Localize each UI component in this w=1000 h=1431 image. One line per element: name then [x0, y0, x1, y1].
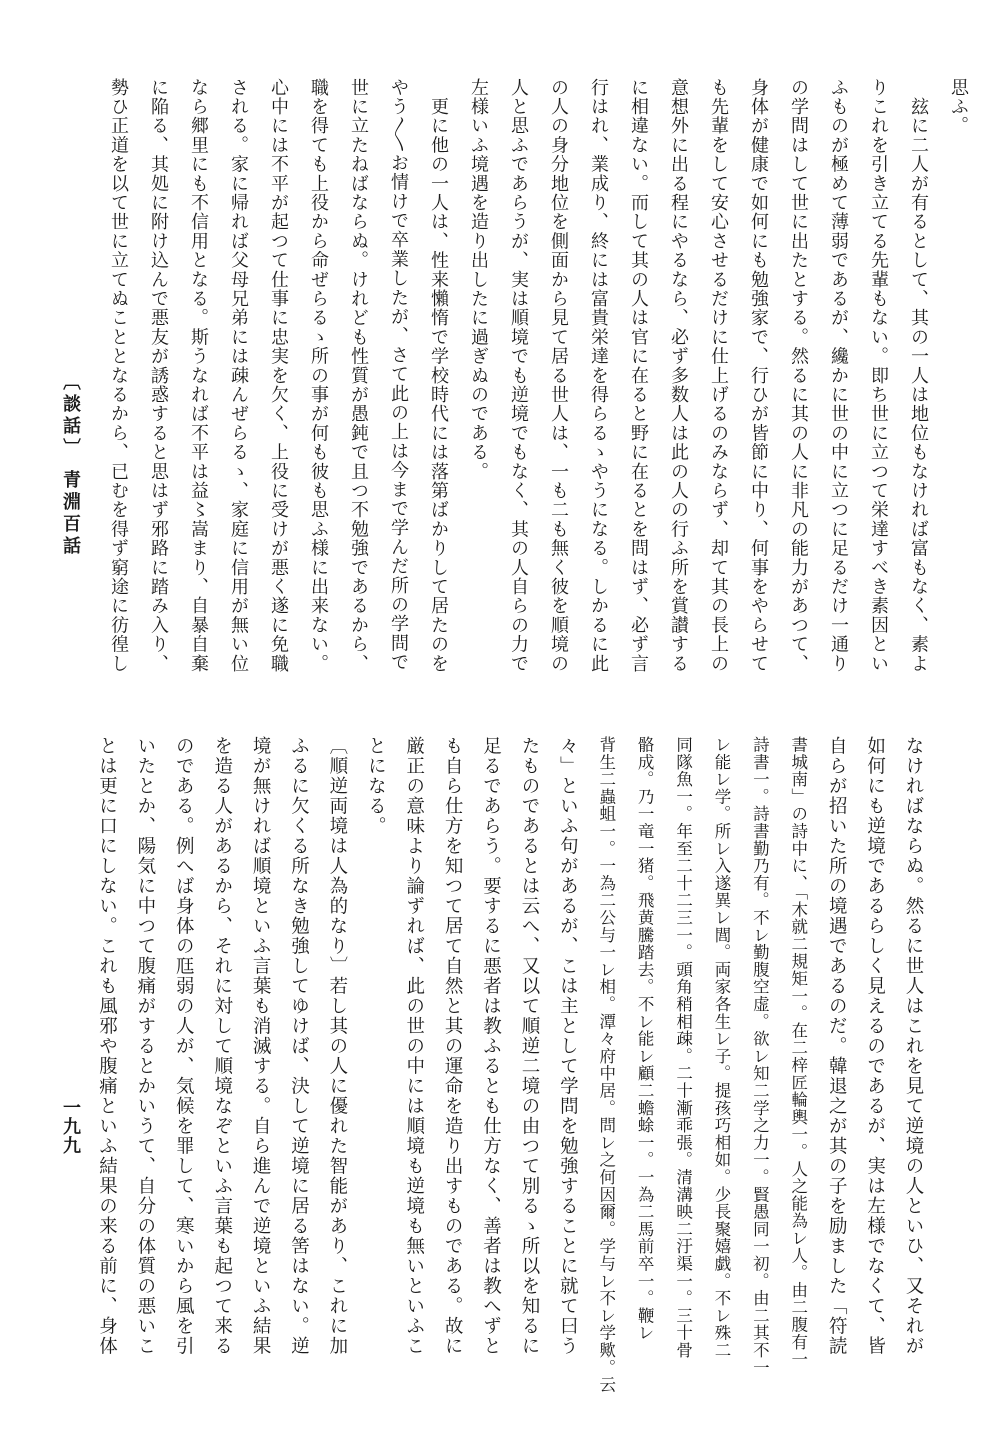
kanbun-column: 骼成。乃一竜一猪。飛黄騰踏去。不レ能レ顧二蟾蜍一。一為二馬前卒一。鞭レ: [635, 736, 655, 1342]
text-column: される。家に帰れば父母兄弟には疎んぜらるゝ、家庭に信用が無い位: [228, 78, 249, 674]
text-column: とになる。: [365, 736, 387, 836]
text-column: 〔順逆両境は人為的なり〕若し其の人に優れた智能があり、これに加: [326, 736, 348, 1356]
upper-text-block: [98, 78, 978, 718]
text-column: たものであるとは云へ、又以て順逆二境の由つて別るゝ所以を知るに: [518, 736, 540, 1356]
text-column: いたとか、陽気に中つて腹痛がするとかいうて、自分の体質の悪いこ: [134, 736, 156, 1356]
text-column: も自ら仕方を知つて居て自然と其の運命を造り出すものである。故に: [442, 736, 464, 1356]
text-column: 足るであらう。要するに悪者は教ふるとも仕方なく、善者は教へずと: [480, 736, 502, 1356]
text-column: を造る人があるから、それに対して順境なぞといふ言葉も起つて来る: [211, 736, 233, 1356]
text-column: 自らが招いた所の境遇であるのだ。韓退之が其の子を励ました「符読: [826, 736, 848, 1356]
text-column: 左様いふ境遇を造り出したに過ぎぬのである。: [468, 78, 489, 482]
text-column: ふものが極めて薄弱であるが、纔かに世の中に立つに足るだけ一通り: [828, 78, 849, 674]
text-column: なら郷里にも不信用となる。斯うなれば不平は益〻嵩まり、自暴自棄: [188, 78, 209, 674]
text-column: 玆に二人が有るとして、其の一人は地位もなければ富もなく、素よ: [908, 78, 929, 674]
text-column: 厳正の意味より論ずれば、此の世の中には順境も逆境も無いといふこ: [403, 736, 425, 1356]
text-column: の学問はして世に出たとする。然るに其の人に非凡の能力があつて、: [788, 78, 809, 674]
kanbun-column: レ能レ学。所レ入遂異レ閭。両家各生レ子。提孩巧相如。少長聚嬉戯。不レ殊二: [711, 736, 731, 1359]
text-column: 世に立たねばならぬ。けれども性質が愚鈍で且つ不勉強であるから、: [348, 78, 369, 674]
running-head: 〔談話〕 青淵百話: [60, 372, 81, 559]
text-column: りこれを引き立てる先輩もない。即ち世に立つて栄達すべき素因とい: [868, 78, 889, 674]
text-column: 意想外に出る程にやるなら、必ず多数人は此の人の行ふ所を賞讃する: [668, 78, 689, 674]
text-column: に陥る、其処に附け込んで悪友が誘惑すると思はず邪路に踏み入り、: [148, 78, 169, 674]
text-column: 境が無ければ順境といふ言葉も消滅する。自ら進んで逆境といふ結果: [250, 736, 272, 1356]
text-column: やう〱お情けで卒業したが、さて此の上は今まで学んだ所の学問で: [388, 78, 409, 672]
text-column: も先輩をして安心させるだけに仕上げるのみならず、却て其の長上の: [708, 78, 729, 674]
lower-text-block: [87, 736, 932, 1400]
text-column: のである。例へば身体の尫弱の人が、気候を罪して、寒いから風を引: [173, 736, 195, 1356]
page-number: 一九九: [60, 1098, 81, 1155]
kanbun-column: 書城南」の詩中に、「木就二規矩一。在二梓匠輪輿一。人之能為レ人。由二腹有一: [788, 736, 808, 1368]
text-column: 勢ひ正道を以て世に立てぬこととなるから、已むを得ず窮途に彷徨し: [108, 78, 129, 674]
text-column: 如何にも逆境であるらしく見えるのであるが、実は左様でなくて、皆: [864, 736, 886, 1356]
kanbun-column: 詩書一。詩書勤乃有。不レ勤腹空虚。欲レ知二学之力一。賢愚同一初。由二其不一: [750, 736, 770, 1377]
text-column: 身体が健康で如何にも勉強家で、行ひが皆節に中り、何事をやらせて: [748, 78, 769, 674]
kanbun-column: 同隊魚一。年至二十二三一。頭角稍相疎。二十漸乖張。清溝映二汙渠一。三十骨: [673, 736, 693, 1359]
text-column: なければならぬ。然るに世人はこれを見て逆境の人といひ、又それが: [903, 736, 924, 1356]
text-column: に相違ない。而して其の人は官に在ると野に在るとを問はず、必ず言: [628, 78, 649, 674]
text-column: 心中には不平が起つて仕事に忠実を欠く、上役に受けが悪く遂に免職: [268, 78, 289, 674]
text-column: 人と思ふであらうが、実は順境でも逆境でもなく、其の人自らの力で: [508, 78, 529, 674]
text-column: とは更に口にしない。これも風邪や腹痛といふ結果の来る前に、身体: [96, 736, 118, 1356]
text-column: 更に他の一人は、性来懶惰で学校時代には落第ばかりして居たのを: [428, 78, 449, 674]
text-column: 々」といふ句があるが、こは主として学問を勉強することに就て曰う: [557, 736, 579, 1356]
kanbun-column: 背生二蟲蛆一。一為二公与一レ相。潭々府中居。問レ之何因爾。学与レ不レ学歟。云: [596, 736, 616, 1394]
text-column: の人の身分地位を側面から見て居る世人は、一も二も無く彼を順境の: [548, 78, 569, 674]
text-column: ふるに欠くる所なき勉強してゆけば、決して逆境に居る筈はない。逆: [288, 736, 310, 1356]
text-column: 職を得ても上役から命ぜらるゝ所の事が何も彼も思ふ様に出来ない。: [308, 78, 329, 674]
text-column: 思ふ。: [948, 78, 969, 136]
text-column: 行はれ、業成り、終には富貴栄達を得らるゝやうになる。しかるに此: [588, 78, 609, 674]
